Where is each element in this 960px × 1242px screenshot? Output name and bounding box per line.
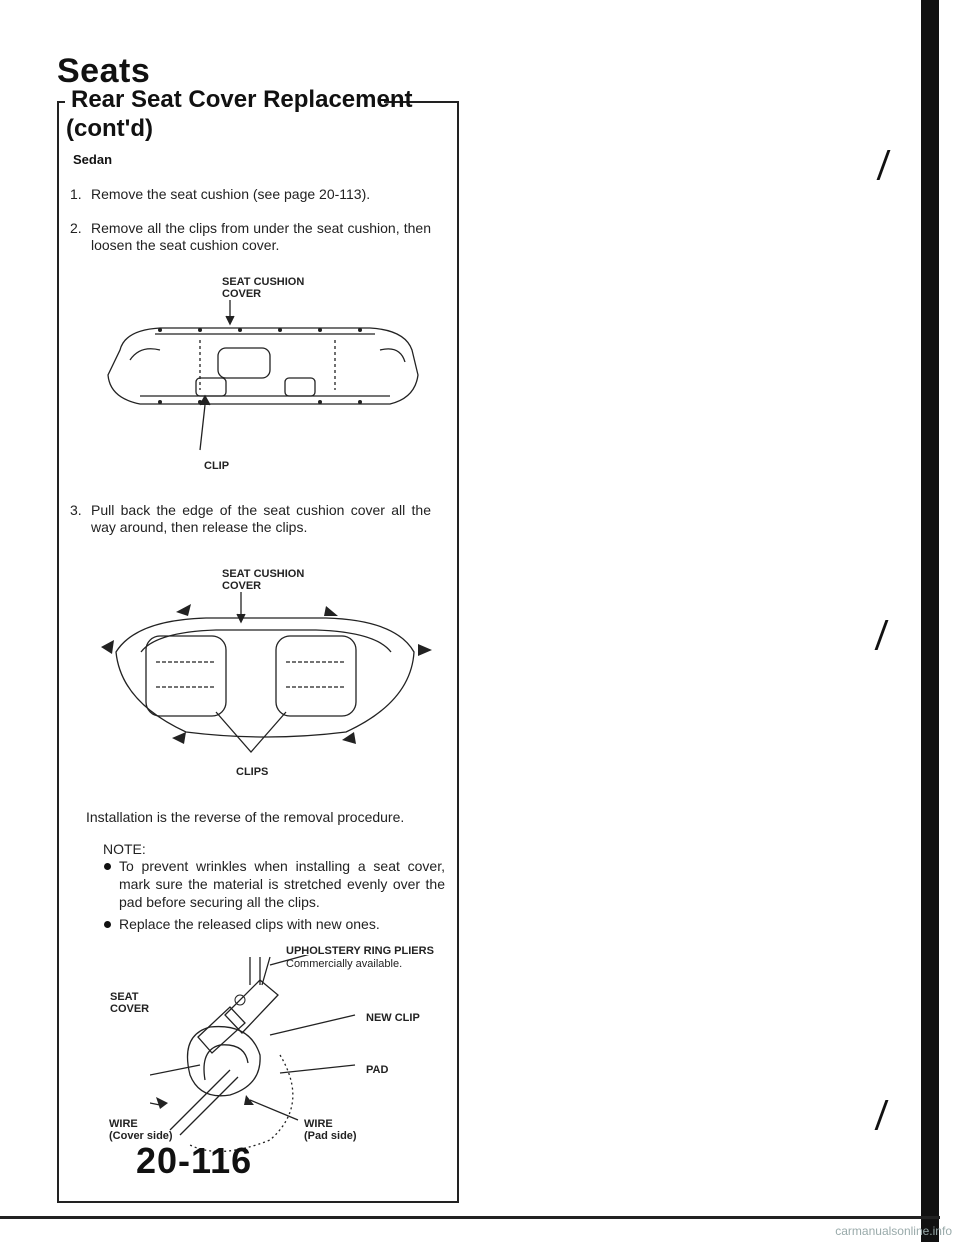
step-2-text: Remove all the clips from under the seat cushion, then loosen the seat cushion cover. [91,220,431,253]
wire-pad-label-line2: (Pad side) [304,1130,357,1142]
step-1-number: 1. [70,186,82,202]
seat-cushion-underside-diagram [100,300,430,460]
figure1-label-line1: SEAT CUSHION [222,276,305,288]
binding-edge [921,0,939,1242]
note-item-1: To prevent wrinkles when installing a seat cover, mark sure the material is stretched evenly over the pad before securing all the clips. [119,858,445,910]
figure1-clip-label: CLIP [204,460,230,472]
pad-label: PAD [366,1064,389,1076]
bullet-icon [104,921,111,928]
pliers-availability: Commercially available. [286,958,403,970]
installation-text: Installation is the reverse of the removal procedure. [86,809,405,825]
step-2 [70,220,440,260]
watermark: carmanualsonline.info [835,1224,952,1238]
step-3-text: Pull back the edge of the seat cushion cover all the way around, then release the clips. [91,502,431,535]
step-3-number: 3. [70,502,82,518]
step-3 [70,502,440,542]
figure2-label-line2: COVER [222,580,262,592]
pliers-label: UPHOLSTERY RING PLIERS [286,945,434,957]
step-1-text: Remove the seat cushion (see page 20-113). [91,186,371,202]
figure1-label-line2: COVER [222,288,262,300]
wire-cover-label-line1: WIRE [109,1118,138,1130]
figure2-clips-label: CLIPS [236,766,269,778]
ring-pliers-diagram [150,955,365,1160]
box-rule-left [57,101,65,103]
seat-cushion-cover-diagram [96,592,436,762]
step-2-number: 2. [70,220,82,236]
wire-pad-label-line1: WIRE [304,1118,333,1130]
page-title: Seats [57,52,151,90]
section-title: Rear Seat Cover Replacement [71,86,413,113]
subhead-sedan: Sedan [73,152,113,167]
new-clip-label: NEW CLIP [366,1012,420,1024]
seat-cover-label-line1: SEAT [110,991,139,1003]
figure2-label-line1: SEAT CUSHION [222,568,305,580]
seat-cover-label-line2: COVER [110,1003,150,1015]
bottom-rule [0,1216,940,1219]
crop-mark [875,1100,911,1130]
section-continued: (cont'd) [66,115,154,142]
note-item-2: Replace the released clips with new ones. [119,916,380,932]
crop-mark [875,620,911,650]
page-number: 20-116 [136,1140,253,1181]
wire-cover-label-line2: (Cover side) [109,1130,173,1142]
bullet-icon [104,863,111,870]
note-heading: NOTE: [103,841,146,857]
step-1 [70,186,440,206]
crop-mark [877,150,913,180]
